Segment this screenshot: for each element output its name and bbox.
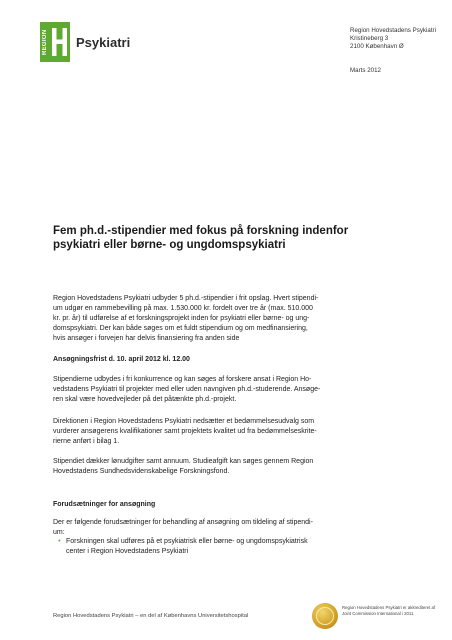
text-line: domspsykiatri. Der kan både søges om et fuldt stipendium og om medfinansiering, [53,325,308,332]
text-line: rierne anført i bilag 1. [53,438,120,445]
requirement-text [66,537,308,557]
accreditation-seal-icon [312,603,338,629]
text-line: vurderer ansøgerens kvalifikationer samt projektets kvalitet ud fra bedømmelseskrite- [53,428,317,435]
sender-address [350,27,436,51]
document-title [53,224,393,252]
requirements-intro [53,518,393,538]
text-line: Hovedstadens Sundhedsvidenskabelige Forskningsfond. [53,468,230,475]
text-line: Forskningen skal udføres på et psykiatrisk eller børne- og ungdomspsykiatrisk [66,538,308,545]
intro-paragraph [53,294,393,344]
footer-text: Region Hovedstadens Psykiatri – en del af Københavns Universitetshospital [53,613,249,619]
logo-region-text: REGION [42,29,48,55]
text-line: um udgør en rammebevilling på max. 1.530.000 kr. fordelt over tre år (max. 510.000 [53,305,313,312]
text-line: um: [53,529,65,536]
text-line: Stipendiet dækker lønudgifter samt annuum. Studieafgift kan søges gennem Region [53,458,314,465]
letter-h-icon [52,28,67,56]
eligibility-paragraph [53,375,393,405]
title-line: psykiatri eller børne- og ungdomspsykiatri [53,239,286,251]
text-line: Direktionen i Region Hovedstadens Psykiatri nedsætter et bedømmelsesudvalg som [53,418,315,425]
application-deadline: Ansøgningsfrist d. 10. april 2012 kl. 12.00 [53,356,190,363]
title-line: Fem ph.d.-stipendier med fokus på forskning indenfor [53,225,349,237]
assessment-paragraph [53,417,393,447]
text-line: center i Region Hovedstadens Psykiatri [66,548,189,555]
accreditation-text [342,605,446,616]
region-logo [40,22,130,62]
text-line: hvis ansøger i forvejen har delvis finansiering fra anden side [53,335,240,342]
region-h-logo-icon [40,22,70,62]
text-line: Stipendierne udbydes i fri konkurrence og kan søges af forskere ansat i Region Ho- [53,376,312,383]
funding-paragraph [53,457,393,477]
text-line: Region Hovedstadens Psykiatri udbyder 5 ph.d.-stipendier i frit opslag. Hvert stipendi- [53,295,319,302]
bullet-icon: • [58,538,61,545]
seal-ring [316,607,334,625]
address-line: 2100 København Ø [350,43,404,50]
seal-line: Joint Commission International i 2011 [342,610,414,616]
document-date: Marts 2012 [350,67,381,74]
text-line: Der er følgende forudsætninger for behandling af ansøgning om tildeling af stipendi- [53,519,313,526]
logo-name: Psykiatri [76,34,131,50]
address-line: Kristineberg 3 [350,35,389,42]
text-line: vedstadens Psykiatri til projekter med eller uden navngiven ph.d.-studerende. Ansøge- [53,386,321,393]
requirement-list-item [53,537,393,557]
address-line: Region Hovedstadens Psykiatri [350,27,436,34]
seal-line: Region Hovedstadens Psykiatri er akkrediteret af [342,605,436,610]
text-line: ren skal være hovedvejleder på det påtænkte ph.d.-projekt. [53,396,237,403]
section-heading: Forudsætninger for ansøgning [53,501,156,508]
text-line: kr. pr. år) til udførelse af et forskningsprojekt inden for psykiatri eller børne- og ung- [53,315,310,322]
